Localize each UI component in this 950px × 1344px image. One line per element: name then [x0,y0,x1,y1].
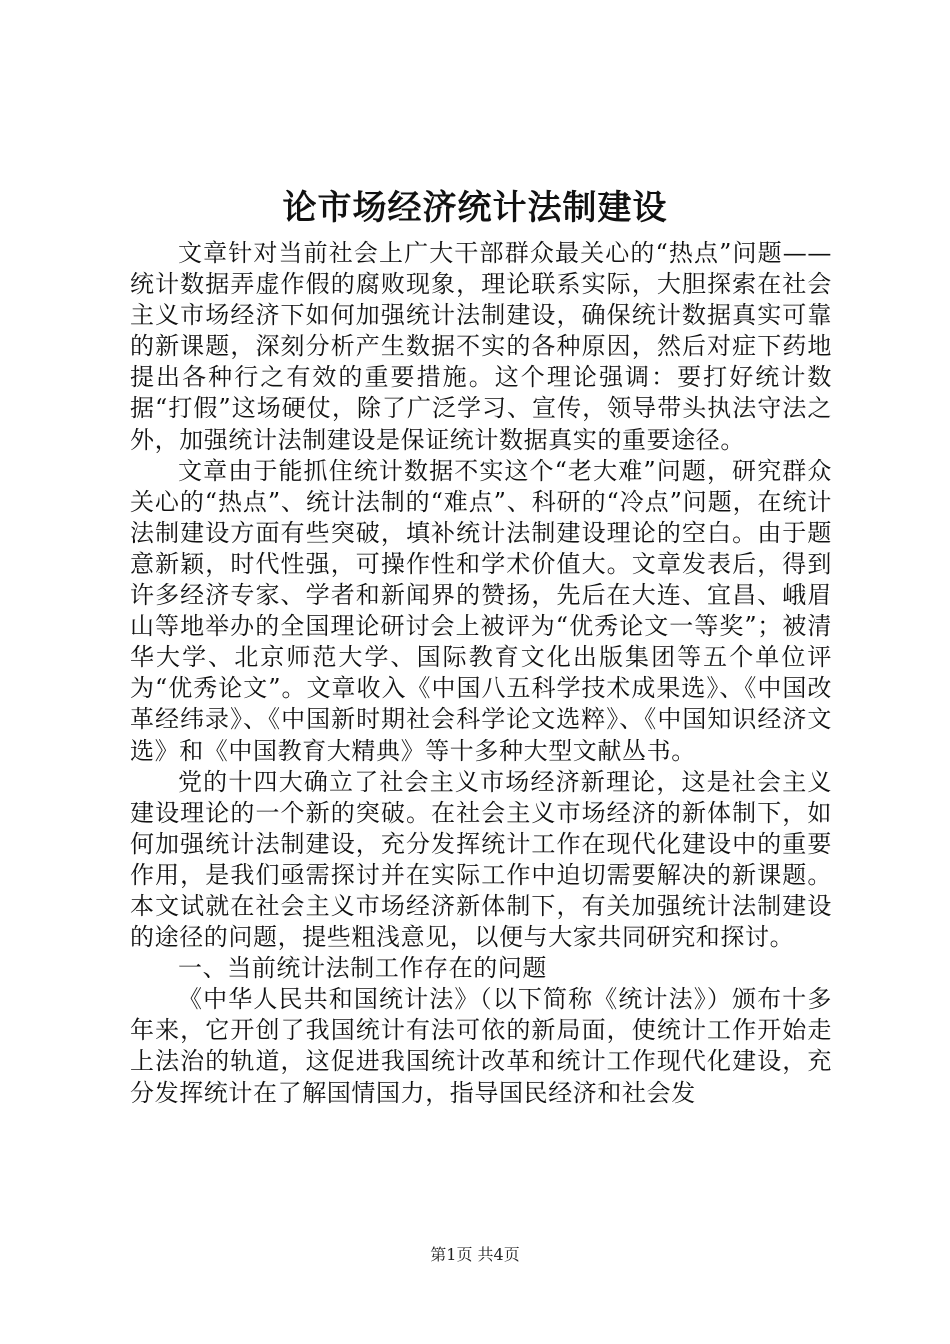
page-title: 论市场经济统计法制建设 [282,188,668,228]
paragraph-1: 文章针对当前社会上广大干部群众最关心的“热点”问题——统计数据弄虚作假的腐败现象，理论联系实际，大胆探索在社会主义市场经济下如何加强统计法制建设，确保统计数据真实可靠的新课题，深刻分析产生数据不实的各种原因，然后对症下药地提出各种行之有效的重要措施。这个理论强调：要打好统计数据“打假”这场硬仗，除了广泛学习、宣传，领导带头执法守法之外，加强统计法制建设是保证统计数据真实的重要途径。 [130,239,832,454]
section-heading: 一、当前统计法制工作存在的问题 [178,954,547,983]
paragraph-3: 党的十四大确立了社会主义市场经济新理论，这是社会主义建设理论的一个新的突破。在社会主义市场经济的新体制下，如何加强统计法制建设，充分发挥统计工作在现代化建设中的重要作用，是我们亟需探讨并在实际工作中迫切需要解决的新课题。本文试就在社会主义市场经济新体制下，有关加强统计法制建设的途径的问题，提些粗浅意见，以便与大家共同研究和探讨。 [130,767,832,952]
paragraph-2: 文章由于能抓住统计数据不实这个“老大难”问题，研究群众关心的“热点”、统计法制的“难点”、科研的“冷点”问题，在统计法制建设方面有些突破，填补统计法制建设理论的空白。由于题意新颖，时代性强，可操作性和学术价值大。文章发表后，得到许多经济专家、学者和新闻界的赞扬，先后在大连、宜昌、峨眉山等地举办的全国理论研讨会上被评为“优秀论文一等奖”；被清华大学、北京师范大学、国际教育文化出版集团等五个单位评为“优秀论文”。文章收入《中国八五科学技术成果选》、《中国改革经纬录》、《中国新时期社会科学论文选粹》、《中国知识经济文选》和《中国教育大精典》等十多种大型文献丛书。 [130,456,832,765]
document-body [130,238,832,1109]
paragraph-4: 《中华人民共和国统计法》（以下简称《统计法》）颁布十多年来，它开创了我国统计有法可依的新局面，使统计工作开始走上法治的轨道，这促进我国统计改革和统计工作现代化建设，充分发挥统计在了解国情国力，指导国民经济和社会发 [130,985,832,1107]
page-number-footer: 第1页 共4页 [430,1245,520,1264]
